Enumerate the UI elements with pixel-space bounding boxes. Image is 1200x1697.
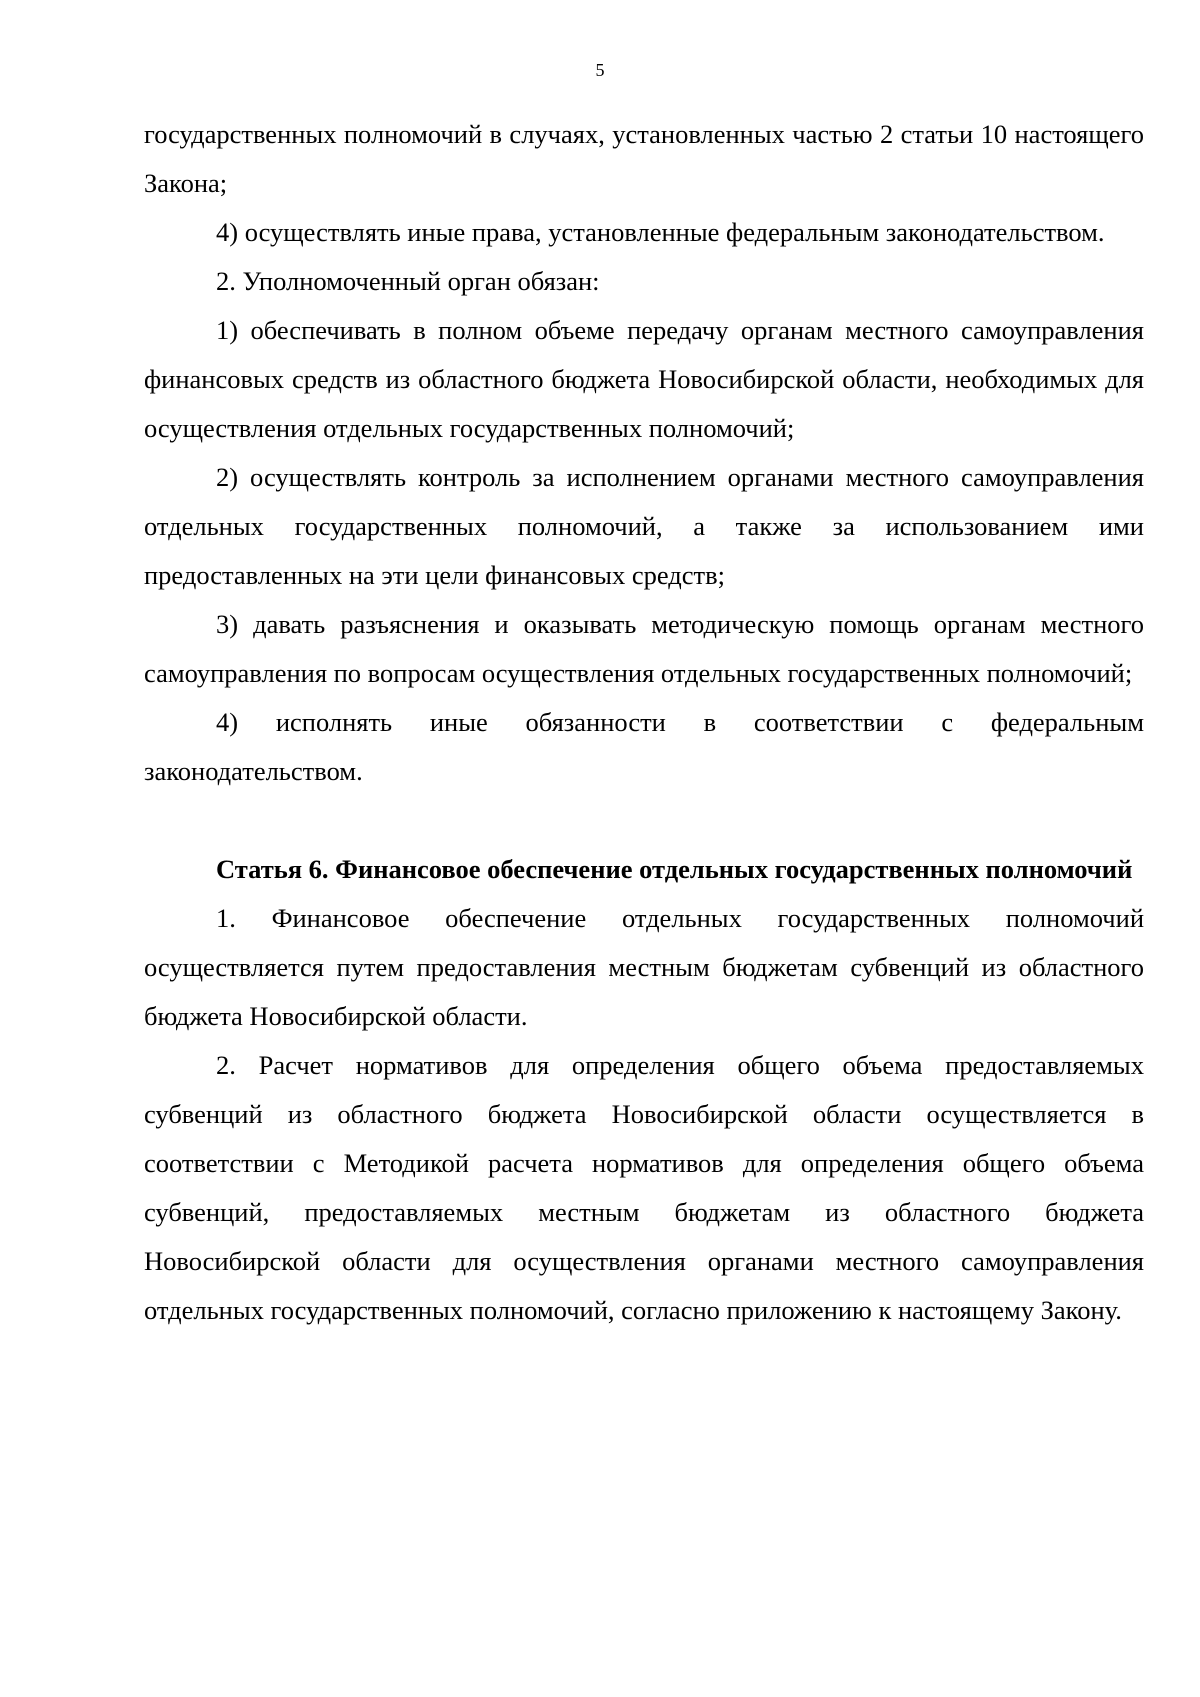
article-paragraph-2: 2. Расчет нормативов для определения общего объема предоставляемых субвенций из областного бюджета Новосибирской области осуществляется в соответствии с Методикой расчета нормативов для определения общего объема субвенций, предоставляемых местным бюджетам из областного бюджета Новосибирской области для осуществления органами местного самоуправления отдельных государственных полномочий, согласно приложению к настоящему Закону. <box>144 1050 1144 1325</box>
page-number: 5 <box>595 60 605 80</box>
article-heading: Статья 6. Финансовое обеспечение отдельных государственных полномочий <box>216 854 1133 884</box>
paragraph-duty-4: 4) исполнять иные обязанности в соответствии с федеральным законодательством. <box>144 707 1144 786</box>
document-body <box>144 110 1144 1335</box>
paragraph-section-2: 2. Уполномоченный орган обязан: <box>216 266 600 296</box>
paragraph-duty-1: 1) обеспечивать в полном объеме передачу органам местного самоуправления финансовых средств из областного бюджета Новосибирской области, необходимых для осуществления отдельных государственных полномочий; <box>144 315 1144 443</box>
paragraph-continuation: государственных полномочий в случаях, установленных частью 2 статьи 10 настоящего Закона; <box>144 119 1144 198</box>
paragraph-item-4-rights: 4) осуществлять иные права, установленные федеральным законодательством. <box>216 217 1105 247</box>
article-paragraph-1: 1. Финансовое обеспечение отдельных государственных полномочий осуществляется путем предоставления местным бюджетам субвенций из областного бюджета Новосибирской области. <box>144 903 1144 1031</box>
paragraph-duty-2: 2) осуществлять контроль за исполнением органами местного самоуправления отдельных государственных полномочий, а также за использованием ими предоставленных на эти цели финансовых средств; <box>144 462 1144 590</box>
paragraph-duty-3: 3) давать разъяснения и оказывать методическую помощь органам местного самоуправления по вопросам осуществления отдельных государственных полномочий; <box>144 609 1144 688</box>
